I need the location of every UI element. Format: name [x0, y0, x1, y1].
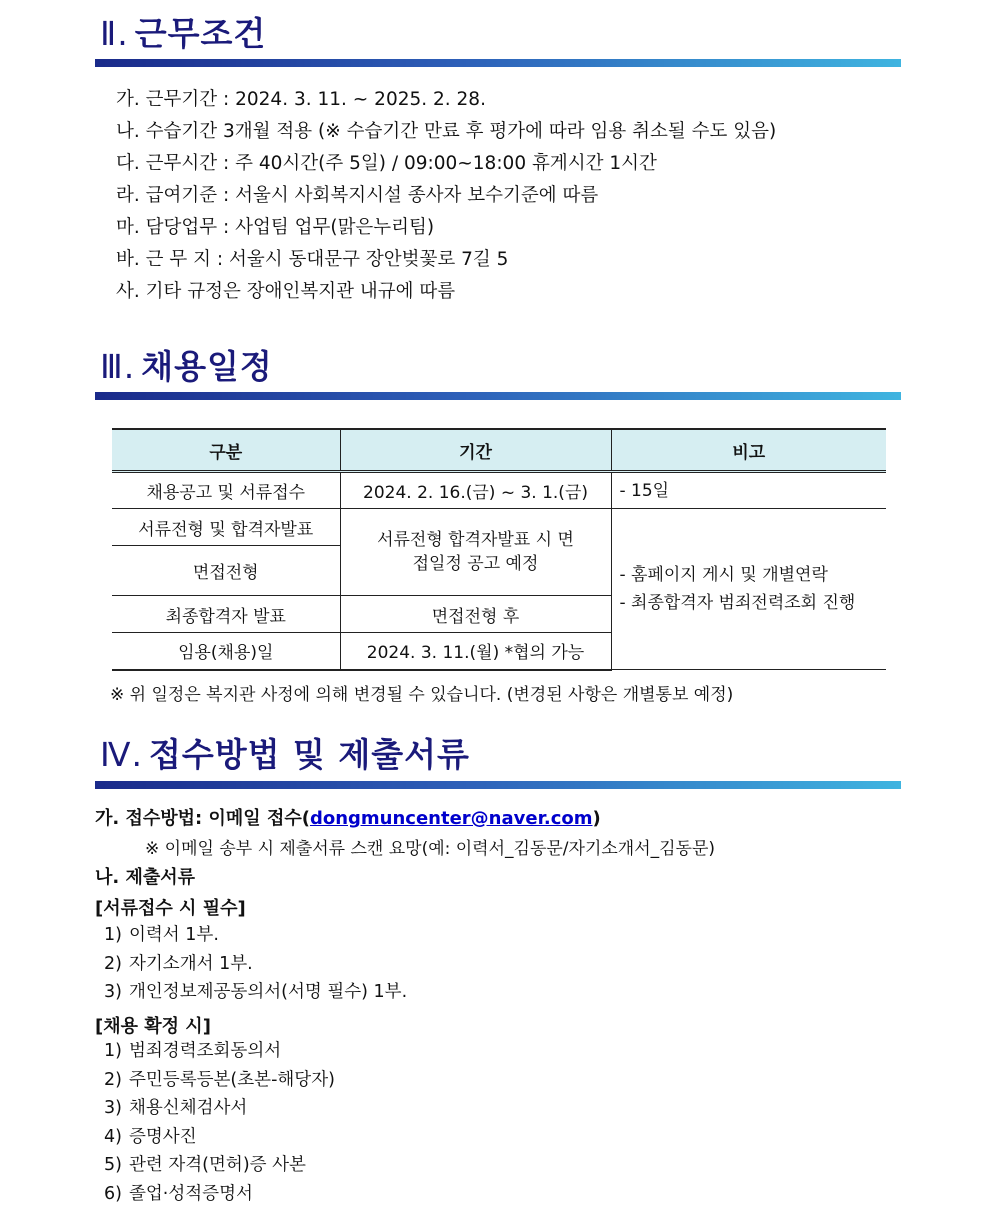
section-divider	[95, 59, 901, 67]
section-number: Ⅲ.	[100, 347, 136, 386]
table-cell: 면접전형 후	[340, 596, 611, 633]
list-item: 4) 증명사진	[104, 1126, 197, 1147]
method-note: ※ 이메일 송부 시 제출서류 스캔 요망(예: 이력서_김동문/자기소개서_김동문)	[145, 839, 716, 859]
application-method	[95, 804, 601, 830]
section-title-application	[100, 729, 470, 776]
table-cell: 2024. 3. 11.(월) *협의 가능	[340, 633, 611, 670]
table-cell: 서류전형 합격자발표 시 면접일정 공고 예정	[340, 509, 611, 596]
group-title-hired: [채용 확정 시]	[95, 1016, 211, 1037]
table-cell: - 15일	[611, 472, 886, 509]
section-number: Ⅳ.	[100, 735, 143, 774]
table-row	[112, 472, 886, 509]
documents-title: 나. 제출서류	[95, 867, 196, 888]
section-title-text: 채용일정	[141, 347, 273, 386]
condition-item: 마. 담당업무 : 사업팀 업무(맑은누리팀)	[116, 217, 435, 238]
table-cell: 최종합격자 발표	[112, 596, 340, 633]
condition-item: 라. 급여기준 : 서울시 사회복지시설 종사자 보수기준에 따름	[116, 185, 599, 206]
table-cell: 채용공고 및 서류접수	[112, 472, 340, 509]
merged-note-cell	[611, 509, 886, 670]
required-docs-list	[104, 921, 407, 1007]
condition-item: 다. 근무시간 : 주 40시간(주 5일) / 09:00~18:00 휴게시간 1시간	[116, 153, 657, 174]
hired-docs-list	[104, 1037, 335, 1208]
table-header-row	[112, 429, 886, 472]
section-title-work-conditions	[100, 8, 266, 55]
column-header: 비고	[611, 429, 886, 472]
list-item: 3) 개인정보제공동의서(서명 필수) 1부.	[104, 982, 408, 1002]
list-item: 5) 관련 자격(면허)증 사본	[104, 1155, 306, 1175]
section-title-text: 접수방법 및 제출서류	[148, 735, 470, 774]
condition-item: 가. 근무기간 : 2024. 3. 11. ~ 2025. 2. 28.	[116, 89, 486, 110]
list-item: 3) 채용신체검사서	[104, 1098, 248, 1118]
column-header: 구분	[112, 429, 340, 472]
section-title-schedule	[100, 341, 273, 388]
method-close: )	[592, 808, 601, 829]
section-divider	[95, 392, 901, 400]
list-item: 2) 주민등록등본(초본-해당자)	[104, 1069, 335, 1090]
column-header: 기간	[340, 429, 611, 472]
schedule-note: ※ 위 일정은 복지관 사정에 의해 변경될 수 있습니다. (변경된 사항은 개별통보 예정)	[110, 685, 734, 705]
table-cell: 임용(채용)일	[112, 633, 340, 670]
list-item: 1) 이력서 1부.	[104, 925, 219, 945]
condition-item: 사. 기타 규정은 장애인복지관 내규에 따름	[116, 281, 456, 302]
table-cell: 면접전형	[112, 546, 340, 596]
section-number: Ⅱ.	[100, 14, 129, 53]
note-line: - 홈페이지 게시 및 개별연락	[619, 565, 828, 585]
table-cell: 서류전형 및 합격자발표	[112, 509, 340, 546]
work-conditions-list	[116, 84, 776, 308]
table-cell: 2024. 2. 16.(금) ~ 3. 1.(금)	[340, 472, 611, 509]
list-item: 6) 졸업·성적증명서	[104, 1183, 253, 1204]
condition-item: 나. 수습기간 3개월 적용 (※ 수습기간 만료 후 평가에 따라 임용 취소될 수도 있음)	[116, 121, 777, 142]
schedule-table	[112, 428, 886, 671]
section-title-text: 근무조건	[134, 14, 267, 53]
section-divider	[95, 781, 901, 789]
table-row	[112, 509, 886, 546]
list-item: 1) 범죄경력조회동의서	[104, 1041, 282, 1061]
note-line: - 최종합격자 범죄전력조회 진행	[619, 593, 856, 613]
email-link[interactable]: dongmuncenter@naver.com	[309, 808, 593, 829]
method-label: 가. 접수방법: 이메일 접수(	[95, 808, 310, 829]
condition-item: 바. 근 무 지 : 서울시 동대문구 장안벚꽃로 7길 5	[116, 249, 509, 270]
list-item: 2) 자기소개서 1부.	[104, 953, 253, 974]
group-title-required: [서류접수 시 필수]	[95, 898, 246, 919]
